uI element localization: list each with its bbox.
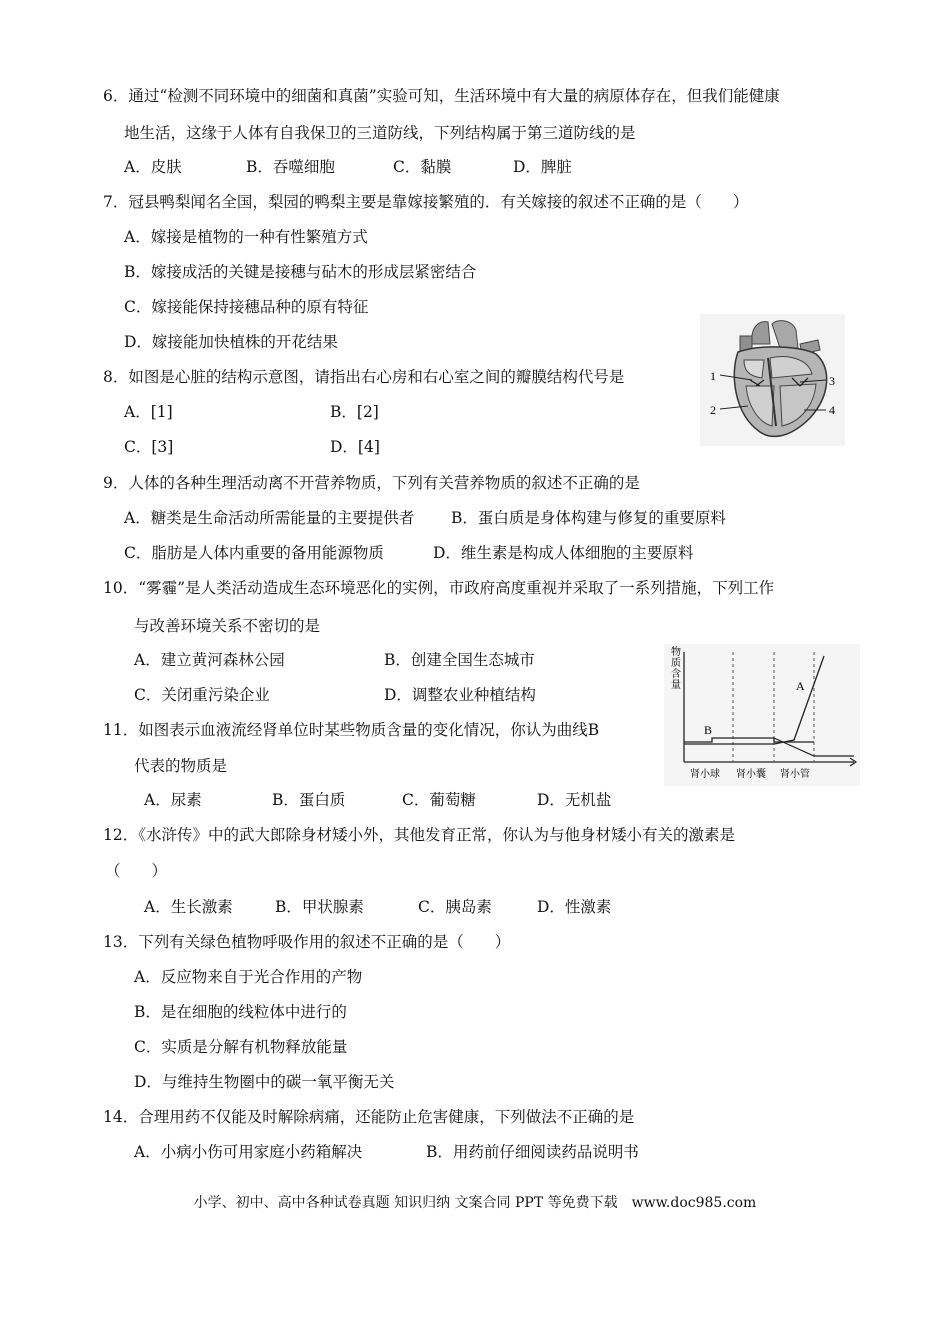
q14-stem: 14．合理用药不仅能及时解除病痛，还能防止危害健康，下列做法不正确的是 xyxy=(103,1108,635,1126)
q10-option-b: B．创建全国生态城市 xyxy=(384,651,535,669)
q8-stem: 8．如图是心脏的结构示意图，请指出右心房和右心室之间的瓣膜结构代号是 xyxy=(103,368,625,386)
kidney-substance-graph xyxy=(664,644,860,786)
q13-stem: 13．下列有关绿色植物呼吸作用的叙述不正确的是（ ） xyxy=(103,933,511,951)
q6-stem-line2: 地生活，这缘于人体有自我保卫的三道防线，下列结构属于第三道防线的是 xyxy=(124,124,636,142)
q7-stem: 7．冠县鸭梨闻名全国，梨园的鸭梨主要是靠嫁接繁殖的．有关嫁接的叙述不正确的是（ ） xyxy=(103,193,749,211)
q6-option-b: B．吞噬细胞 xyxy=(246,158,335,176)
q9-stem: 9．人体的各种生理活动离不开营养物质，下列有关营养物质的叙述不正确的是 xyxy=(103,474,640,492)
graph-x-label-2: 肾小囊 xyxy=(736,769,766,780)
q12-option-a: A．生长激素 xyxy=(144,898,233,916)
q11-stem-line1: 11．如图表示血液流经肾单位时某些物质含量的变化情况，你认为曲线B xyxy=(103,721,600,739)
heart-label-1: 1 xyxy=(710,369,716,383)
graph-curve-b-label: B xyxy=(704,723,713,737)
q9-option-c: C．脂肪是人体内重要的备用能源物质 xyxy=(124,544,384,562)
graph-y-label: 物质含量 xyxy=(668,646,680,690)
heart-label-2: 2 xyxy=(710,403,716,417)
q6-option-d: D．脾脏 xyxy=(513,158,572,176)
q10-option-a: A．建立黄河森林公园 xyxy=(134,651,285,669)
q11-option-b: B．蛋白质 xyxy=(272,791,346,809)
q10-stem-line1: 10．“雾霾”是人类活动造成生态环境恶化的实例，市政府高度重视并采取了一系列措施，下列工作 xyxy=(103,579,775,597)
q6-option-a: A．皮肤 xyxy=(124,158,182,176)
q8-option-b: B．[2] xyxy=(330,403,379,421)
q14-option-b: B．用药前仔细阅读药品说明书 xyxy=(426,1143,639,1161)
q12-stem-line2: （ ） xyxy=(105,862,168,880)
q9-option-b: B．蛋白质是身体构建与修复的重要原料 xyxy=(451,509,726,527)
q7-option-c: C．嫁接能保持接穗品种的原有特征 xyxy=(124,298,369,316)
page-footer: 小学、初中、高中各种试卷真题 知识归纳 文案合同 PPT 等免费下载 www.doc985.com xyxy=(193,1195,757,1211)
q8-option-a: A．[1] xyxy=(124,403,173,421)
q6-option-c: C．黏膜 xyxy=(393,158,452,176)
q13-option-a: A．反应物来自于光合作用的产物 xyxy=(134,968,363,986)
q13-option-d: D．与维持生物圈中的碳一氧平衡无关 xyxy=(134,1073,395,1091)
q9-option-d: D．维生素是构成人体细胞的主要原料 xyxy=(433,544,694,562)
q9-option-a: A．糖类是生命活动所需能量的主要提供者 xyxy=(124,509,415,527)
q11-option-a: A．尿素 xyxy=(144,791,202,809)
q11-option-c: C．葡萄糖 xyxy=(402,791,476,809)
q12-option-b: B．甲状腺素 xyxy=(275,898,364,916)
q8-option-d: D．[4] xyxy=(330,438,380,456)
heart-label-4: 4 xyxy=(829,403,835,417)
q10-stem-line2: 与改善环境关系不密切的是 xyxy=(134,617,321,635)
q10-option-c: C．关闭重污染企业 xyxy=(134,686,270,704)
q10-option-d: D．调整农业种植结构 xyxy=(384,686,536,704)
graph-x-label-1: 肾小球 xyxy=(690,769,720,780)
q12-stem-line1: 12．《水浒传》中的武大郎除身材矮小外，其他发育正常，你认为与他身材矮小有关的激素是 xyxy=(103,826,735,844)
q7-option-a: A．嫁接是植物的一种有性繁殖方式 xyxy=(124,228,368,246)
q12-option-c: C．胰岛素 xyxy=(418,898,492,916)
q13-option-b: B．是在细胞的线粒体中进行的 xyxy=(134,1003,347,1021)
q8-option-c: C．[3] xyxy=(124,438,174,456)
q12-option-d: D．性激素 xyxy=(537,898,612,916)
q6-stem-line1: 6．通过“检测不同环境中的细菌和真菌”实验可知，生活环境中有大量的病原体存在，但我们能健康 xyxy=(103,87,780,105)
q14-option-a: A．小病小伤可用家庭小药箱解决 xyxy=(134,1143,363,1161)
q7-option-d: D．嫁接能加快植株的开花结果 xyxy=(124,333,338,351)
q11-stem-line2: 代表的物质是 xyxy=(134,757,228,775)
heart-diagram xyxy=(700,314,845,446)
graph-x-label-3: 肾小管 xyxy=(780,769,810,780)
q13-option-c: C．实质是分解有机物释放能量 xyxy=(134,1038,348,1056)
heart-label-3: 3 xyxy=(829,374,835,388)
q7-option-b: B．嫁接成活的关键是接穗与砧木的形成层紧密结合 xyxy=(124,263,477,281)
graph-curve-a-label: A xyxy=(796,679,805,693)
q11-option-d: D．无机盐 xyxy=(537,791,612,809)
